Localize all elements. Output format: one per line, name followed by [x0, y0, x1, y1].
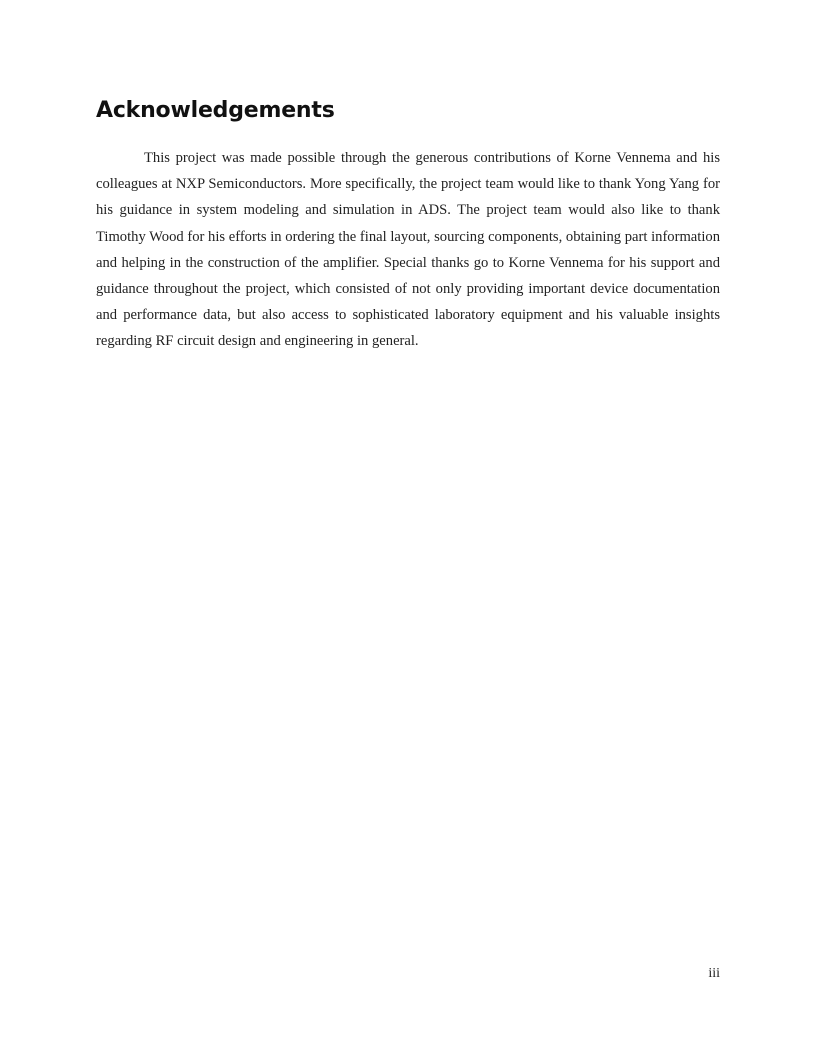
- section-heading: Acknowledgements: [96, 98, 335, 123]
- page-content: [96, 95, 720, 355]
- page-number: iii: [708, 966, 720, 981]
- acknowledgements-paragraph: This project was made possible through the generous contributions of Korne Vennema and his colleagues at NXP Semiconductors. More specifically, the project team would like to thank Yong Yang for his guidance in system modeling and simulation in ADS. The project team would also like to thank Timothy Wood for his efforts in ordering the final layout, sourcing components, obtaining part information and helping in the construction of the amplifier. Special thanks go to Korne Vennema for his support and guidance throughout the project, which consisted of not only providing important device documentation and performance data, but also access to sophisticated laboratory equipment and his valuable insights regarding RF circuit design and engineering in general.: [96, 150, 720, 350]
